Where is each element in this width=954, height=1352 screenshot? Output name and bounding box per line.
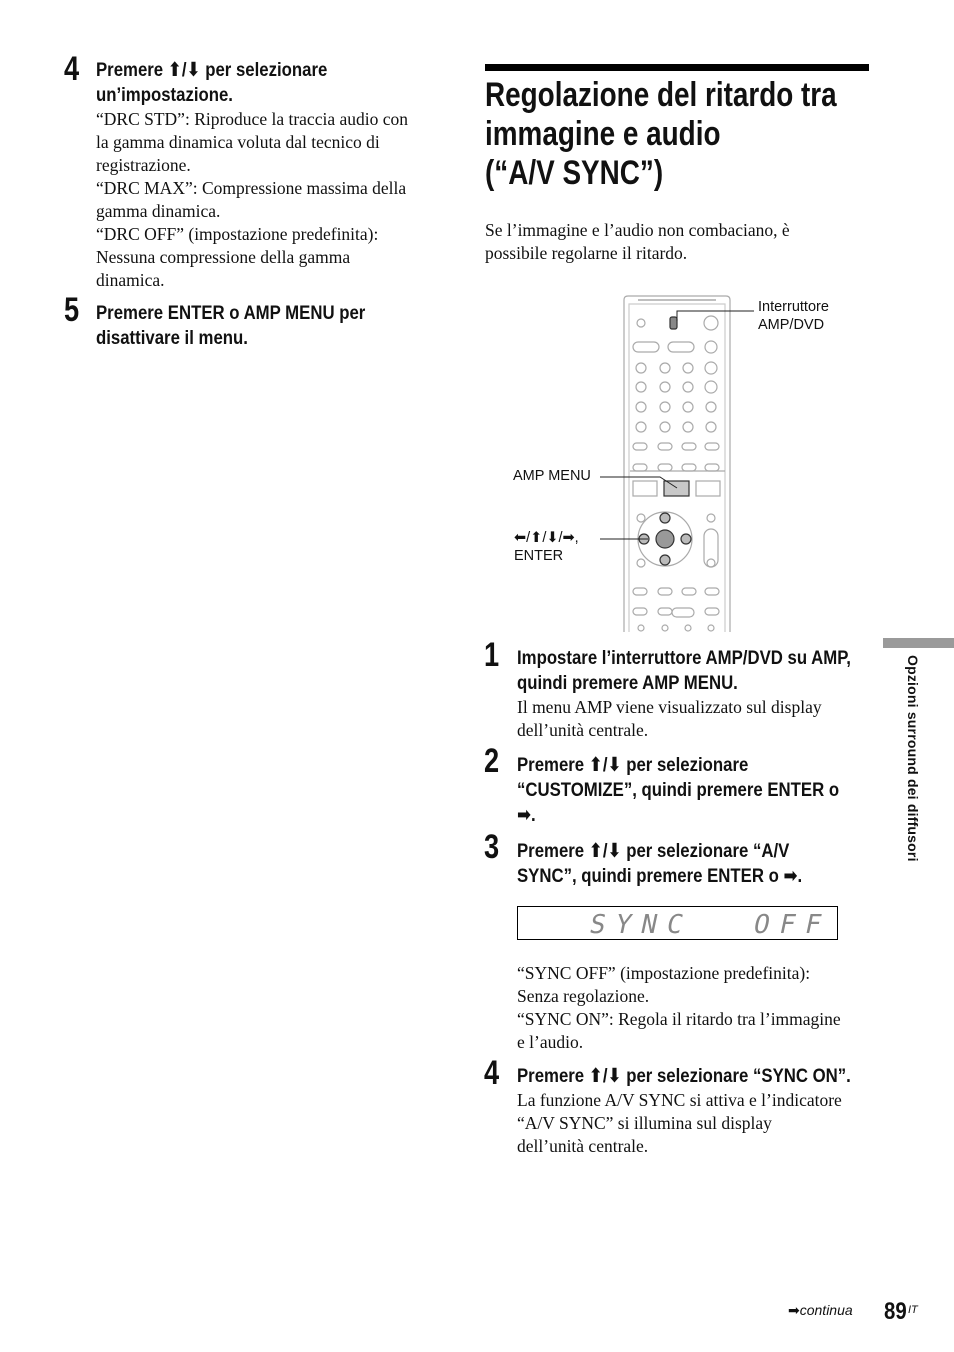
continue-indicator — [788, 1302, 853, 1319]
title-rule — [485, 64, 869, 71]
body-line: dell’unità centrale. — [517, 720, 649, 740]
body-line: Senza regolazione. — [517, 986, 650, 1006]
front-panel-display — [517, 906, 838, 940]
arrows-label — [514, 529, 579, 565]
step-number: 2 — [484, 742, 500, 780]
body-line: Il menu AMP viene visualizzato sul display — [517, 697, 822, 717]
remote-control-illustration — [500, 290, 860, 635]
step-heading — [517, 1064, 851, 1089]
step-heading-text: un’impostazione. — [96, 84, 233, 106]
right-arrow-icon: ➡ — [788, 1302, 800, 1318]
up-down-arrow-icon: ⬆/⬇ — [588, 840, 622, 862]
step-number: 4 — [484, 1054, 500, 1092]
sidebar-section-label: Opzioni surround dei diffusori — [905, 655, 921, 862]
label-line: AMP/DVD — [758, 317, 825, 333]
amp-menu-label: AMP MENU — [513, 468, 591, 484]
step-heading — [96, 58, 327, 108]
display-text-right: OFF — [750, 910, 835, 940]
step-heading-text: SYNC”, quindi premere ENTER o ➡. — [517, 865, 803, 887]
body-line: e l’audio. — [517, 1032, 584, 1052]
step-heading — [517, 646, 851, 696]
step-heading-text: Premere — [96, 59, 168, 81]
label-line: Interruttore — [758, 299, 829, 315]
enter-label: ENTER — [514, 548, 564, 564]
section-title — [485, 76, 837, 193]
arrow-keys-icon: ⬅/⬆/⬇/➡, — [514, 530, 579, 546]
step-body — [96, 108, 408, 292]
title-line: Regolazione del ritardo tra — [485, 76, 837, 114]
continue-text: continua — [799, 1302, 853, 1318]
step-heading — [517, 753, 839, 828]
step-heading-text: Premere — [517, 840, 589, 862]
body-line: possibile regolarne il ritardo. — [485, 243, 688, 263]
switch-label — [758, 298, 829, 334]
body-line: “SYNC OFF” (impostazione predefinita): — [517, 963, 811, 983]
step-heading-text: Premere ENTER o AMP MENU per — [96, 302, 366, 324]
page-number: 89 — [884, 1298, 907, 1325]
body-line: dell’unità centrale. — [517, 1136, 649, 1156]
step-heading-text: disattivare il menu. — [96, 327, 248, 349]
title-line: (“A/V SYNC”) — [485, 154, 664, 192]
step-heading-text: Premere — [517, 1065, 589, 1087]
step-body — [517, 1089, 842, 1158]
step-heading-text: per selezionare — [621, 754, 749, 776]
body-line: “SYNC ON”: Regola il ritardo tra l’immagine — [517, 1009, 841, 1029]
body-line: La funzione A/V SYNC si attiva e l’indicatore — [517, 1090, 842, 1110]
body-line: registrazione. — [96, 155, 191, 175]
body-line: “A/V SYNC” si illumina sul display — [517, 1113, 772, 1133]
step-number: 5 — [64, 291, 80, 329]
up-down-arrow-icon: ⬆/⬇ — [588, 1065, 622, 1087]
intro-text — [485, 219, 790, 265]
step-number: 3 — [484, 828, 500, 866]
body-line: gamma dinamica. — [96, 201, 221, 221]
step-heading-text: quindi premere AMP MENU. — [517, 672, 738, 694]
options-text — [517, 962, 841, 1054]
step-heading — [517, 839, 802, 889]
sidebar-tab-marker — [883, 638, 954, 648]
up-down-arrow-icon: ⬆/⬇ — [588, 754, 622, 776]
step-heading-text: per selezionare “A/V — [621, 840, 790, 862]
step-heading-text: Impostare l’interruttore AMP/DVD su AMP, — [517, 647, 851, 669]
body-line: “DRC MAX”: Compressione massima della — [96, 178, 407, 198]
step-heading-text: per selezionare — [200, 59, 328, 81]
display-text-left: SYNC — [586, 910, 696, 940]
step-heading-text: Premere — [517, 754, 589, 776]
step-heading-text: per selezionare “SYNC ON”. — [621, 1065, 851, 1087]
body-line: Se l’immagine e l’audio non combaciano, è — [485, 220, 790, 240]
step-number: 4 — [64, 50, 80, 88]
title-line: immagine e audio — [485, 115, 721, 153]
step-heading — [96, 301, 365, 351]
up-down-arrow-icon: ⬆/⬇ — [167, 59, 201, 81]
step-number: 1 — [484, 636, 500, 674]
page-language-suffix: IT — [908, 1304, 918, 1316]
step-body — [517, 696, 822, 742]
body-line: “DRC OFF” (impostazione predefinita): — [96, 224, 379, 244]
body-line: “DRC STD”: Riproduce la traccia audio con — [96, 109, 408, 129]
step-heading-text: “CUSTOMIZE”, quindi premere ENTER o — [517, 779, 840, 801]
body-line: la gamma dinamica voluta dal tecnico di — [96, 132, 380, 152]
body-line: dinamica. — [96, 270, 165, 290]
right-arrow-icon: ➡. — [517, 804, 536, 826]
body-line: Nessuna compressione della gamma — [96, 247, 351, 267]
